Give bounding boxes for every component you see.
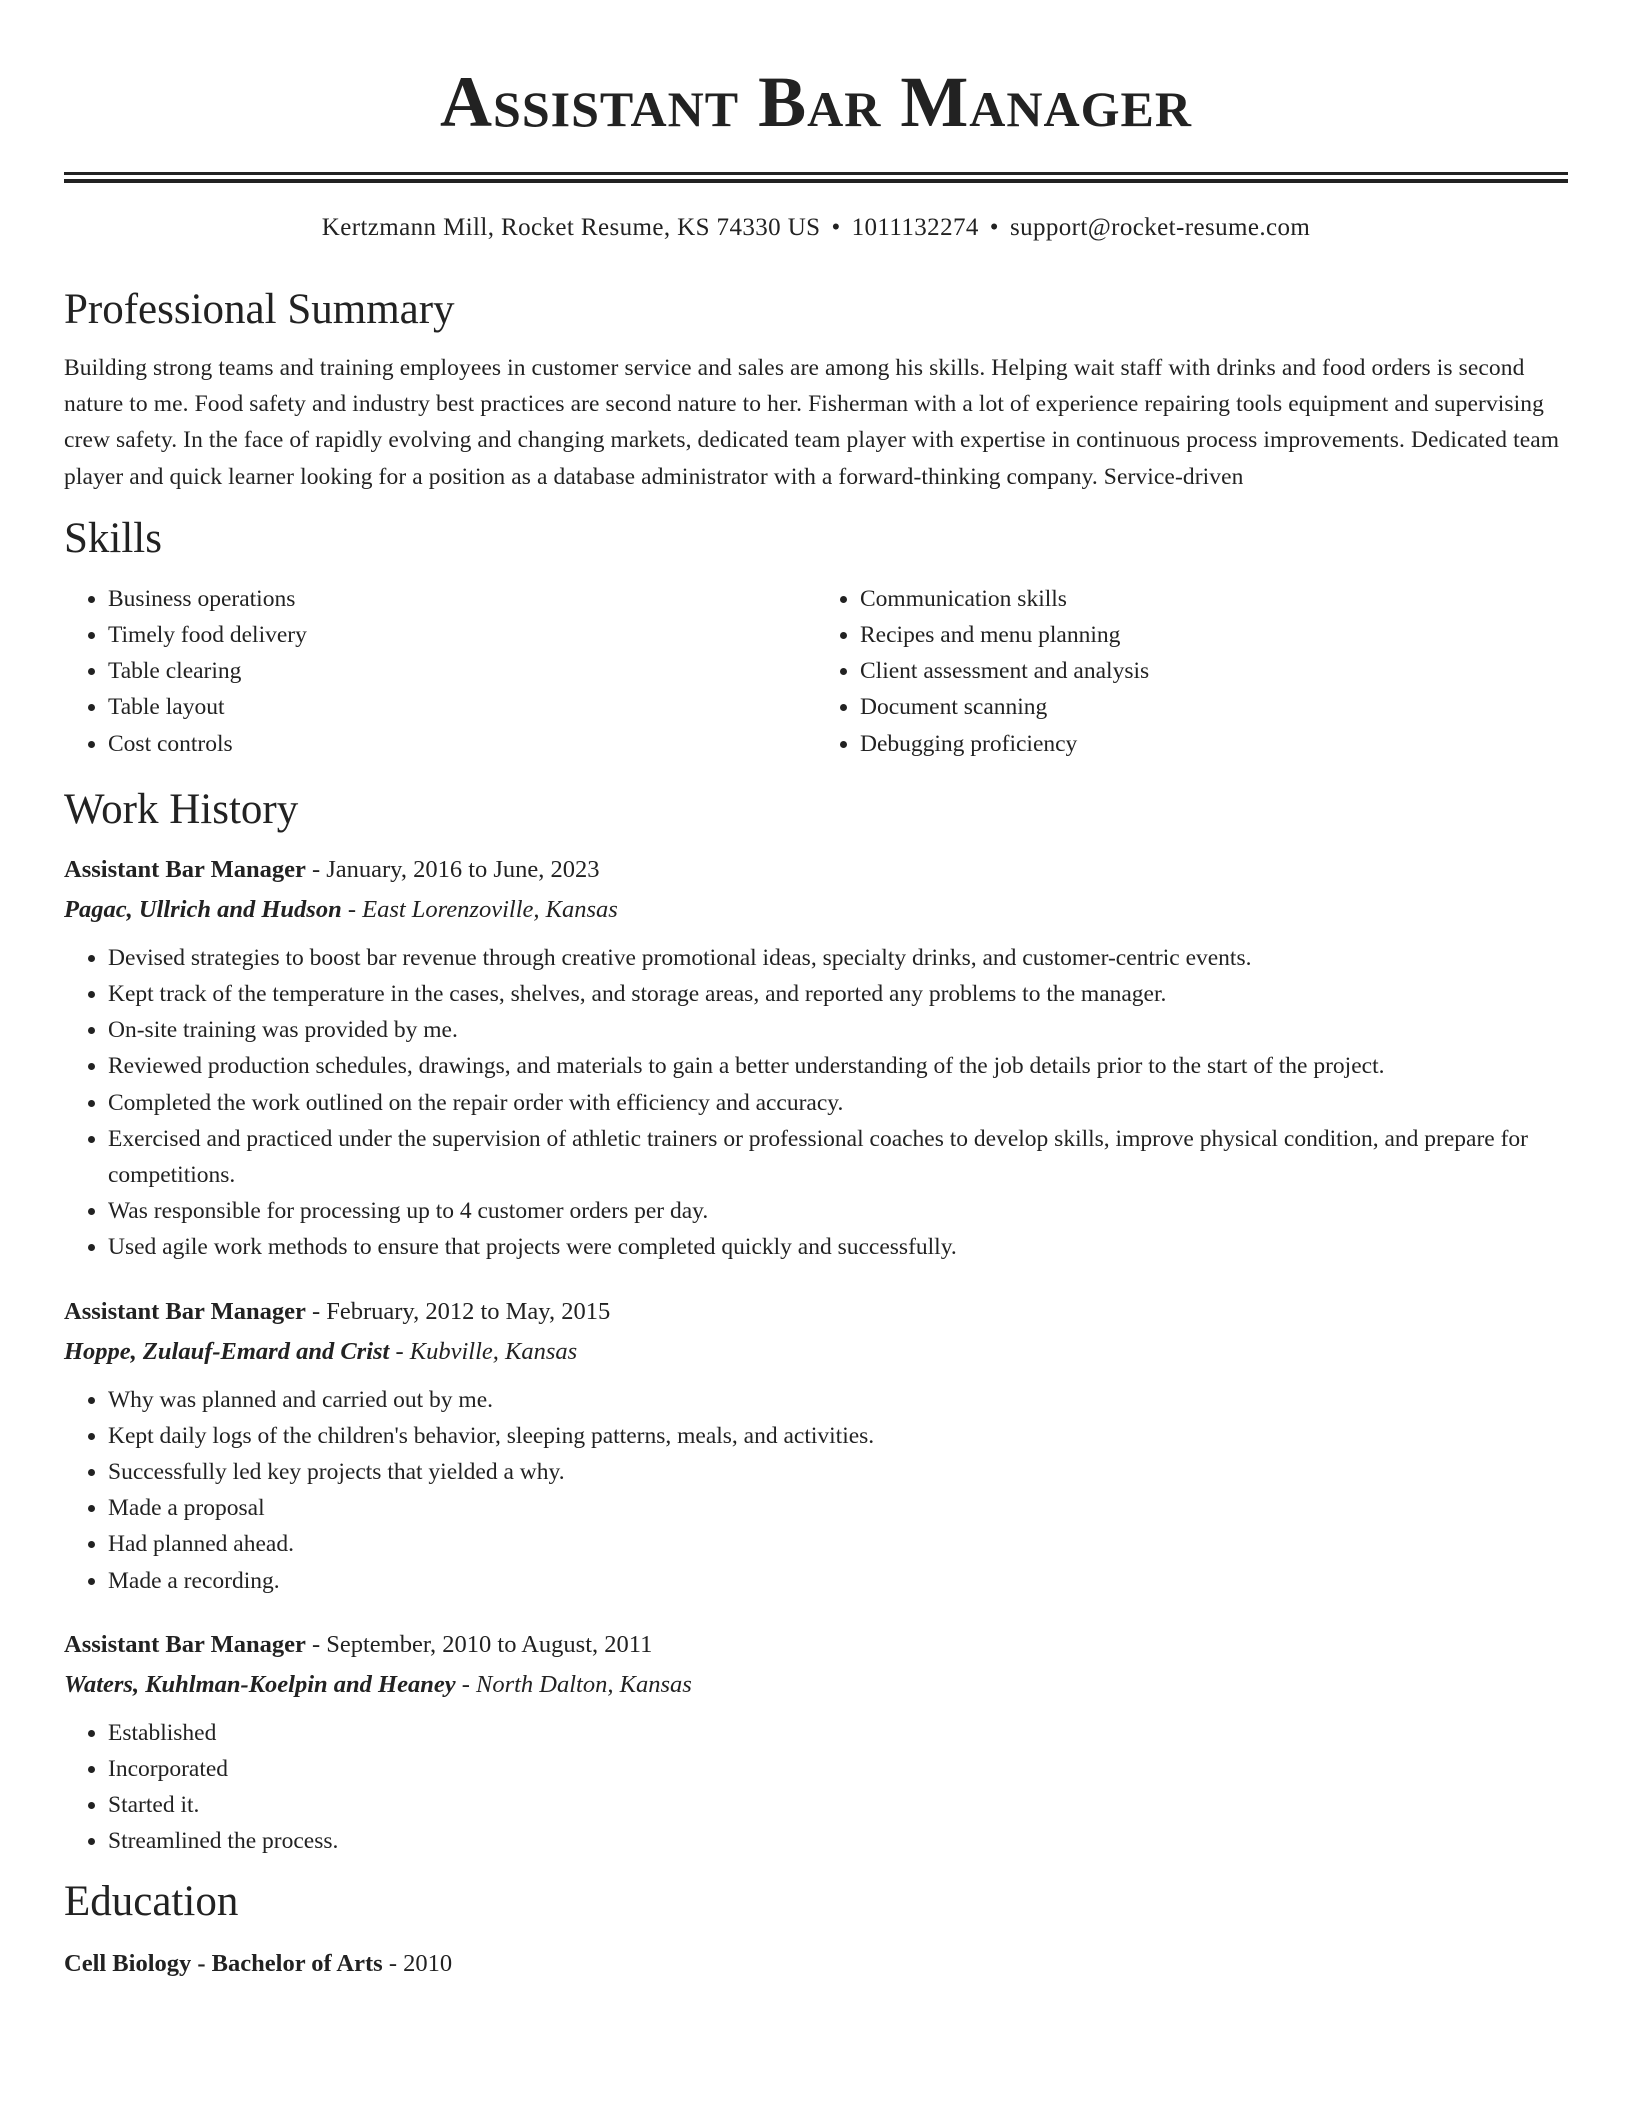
education-heading: Education (64, 1877, 239, 1925)
job-location: - Kubville, Kansas (395, 1337, 578, 1365)
education-degree: Cell Biology - Bachelor of Arts (64, 1949, 383, 1977)
candidate-name: Assistant Bar Manager (440, 62, 1192, 142)
job-entry (64, 1292, 1568, 1599)
job-duties (64, 1382, 1568, 1599)
contact-phone: 1011132274 (851, 214, 979, 241)
skill-item: • Business operations (108, 581, 816, 617)
resume-page (64, 0, 1568, 1984)
job-header (64, 1625, 1568, 1665)
job-dates: - January, 2016 to June, 2023 (311, 855, 600, 883)
job-dates: - September, 2010 to August, 2011 (311, 1630, 653, 1658)
duty-item: • Streamlined the process. (108, 1823, 1568, 1859)
skill-item: • Document scanning (860, 689, 1568, 725)
job-header (64, 1292, 1568, 1332)
summary-heading: Professional Summary (64, 286, 455, 333)
skill-item: • Recipes and menu planning (860, 617, 1568, 653)
education-entry (64, 1944, 1568, 1984)
job-title: Assistant Bar Manager (64, 1297, 306, 1325)
header-divider (64, 172, 1568, 183)
contact-line (64, 212, 1568, 244)
job-duties (64, 1715, 1568, 1860)
duty-item: • On-site training was provided by me. (108, 1012, 1568, 1048)
skill-item: • Communication skills (860, 581, 1568, 617)
duty-item: • Successfully led key projects that yielded a why. (108, 1454, 1568, 1490)
duty-item: • Made a proposal (108, 1490, 1568, 1526)
skill-item: • Timely food delivery (108, 617, 816, 653)
job-company: Hoppe, Zulauf-Emard and Crist (64, 1337, 390, 1365)
skill-item: • Client assessment and analysis (860, 653, 1568, 689)
job-dates: - February, 2012 to May, 2015 (311, 1297, 611, 1325)
skill-item: • Debugging proficiency (860, 726, 1568, 762)
duty-item: • Exercised and practiced under the supervision of athletic trainers or professional coaches to develop skills, improve physical condition, and prepare for competitions. (108, 1121, 1568, 1193)
job-duties (64, 940, 1568, 1266)
job-title: Assistant Bar Manager (64, 855, 306, 883)
skill-item: • Table layout (108, 689, 816, 725)
job-employer (64, 1665, 1568, 1705)
duty-item: • Reviewed production schedules, drawings, and materials to gain a better understanding of the job details prior to the start of the project. (108, 1048, 1568, 1084)
duty-item: • Devised strategies to boost bar revenue through creative promotional ideas, specialty drinks, and customer-centric events. (108, 940, 1568, 976)
job-location: - East Lorenzoville, Kansas (347, 895, 618, 923)
job-header (64, 850, 1568, 890)
skill-item: • Cost controls (108, 726, 816, 762)
duty-item: • Completed the work outlined on the repair order with efficiency and accuracy. (108, 1085, 1568, 1121)
work-history-heading: Work History (64, 785, 299, 833)
job-employer (64, 890, 1568, 930)
duty-item: • Started it. (108, 1787, 1568, 1823)
contact-separator: • (989, 214, 999, 241)
skill-item: • Table clearing (108, 653, 816, 689)
job-company: Pagac, Ullrich and Hudson (64, 895, 342, 923)
education-year: - 2010 (388, 1949, 453, 1977)
duty-item: • Was responsible for processing up to 4 customer orders per day. (108, 1193, 1568, 1229)
skills-heading: Skills (64, 514, 162, 562)
job-entry (64, 1625, 1568, 1860)
job-company: Waters, Kuhlman-Koelpin and Heaney (64, 1670, 456, 1698)
skills-list (64, 581, 1568, 762)
job-entry (64, 850, 1568, 1266)
skills-column-right (816, 581, 1568, 762)
summary-text: Building strong teams and training employees in customer service and sales are among his skills. Helping wait staff with drinks and food orders is second nature to me. Food safety and industry best practices are second nature to her. Fisherman with a lot of experience repairing tools equipment and supervising crew safety. In the face of rapidly evolving and changing markets, dedicated team player with expertise in continuous process improvements. Dedicated team player and quick learner looking for a position as a database administrator with a forward-thinking company. Service-driven (64, 355, 1560, 490)
duty-item: • Incorporated (108, 1751, 1568, 1787)
contact-address: Kertzmann Mill, Rocket Resume, KS 74330 US (321, 214, 821, 241)
duty-item: • Had planned ahead. (108, 1526, 1568, 1562)
job-title: Assistant Bar Manager (64, 1630, 306, 1658)
job-employer (64, 1332, 1568, 1372)
duty-item: • Established (108, 1715, 1568, 1751)
contact-email: support@rocket-resume.com (1009, 214, 1311, 241)
skills-column-left (64, 581, 816, 762)
duty-item: • Kept daily logs of the children's behavior, sleeping patterns, meals, and activities. (108, 1418, 1568, 1454)
duty-item: • Made a recording. (108, 1563, 1568, 1599)
job-location: - North Dalton, Kansas (461, 1670, 692, 1698)
duty-item: • Why was planned and carried out by me. (108, 1382, 1568, 1418)
duty-item: • Kept track of the temperature in the cases, shelves, and storage areas, and reported any problems to the manager. (108, 976, 1568, 1012)
duty-item: • Used agile work methods to ensure that projects were completed quickly and successfully. (108, 1229, 1568, 1265)
contact-separator: • (831, 214, 841, 241)
